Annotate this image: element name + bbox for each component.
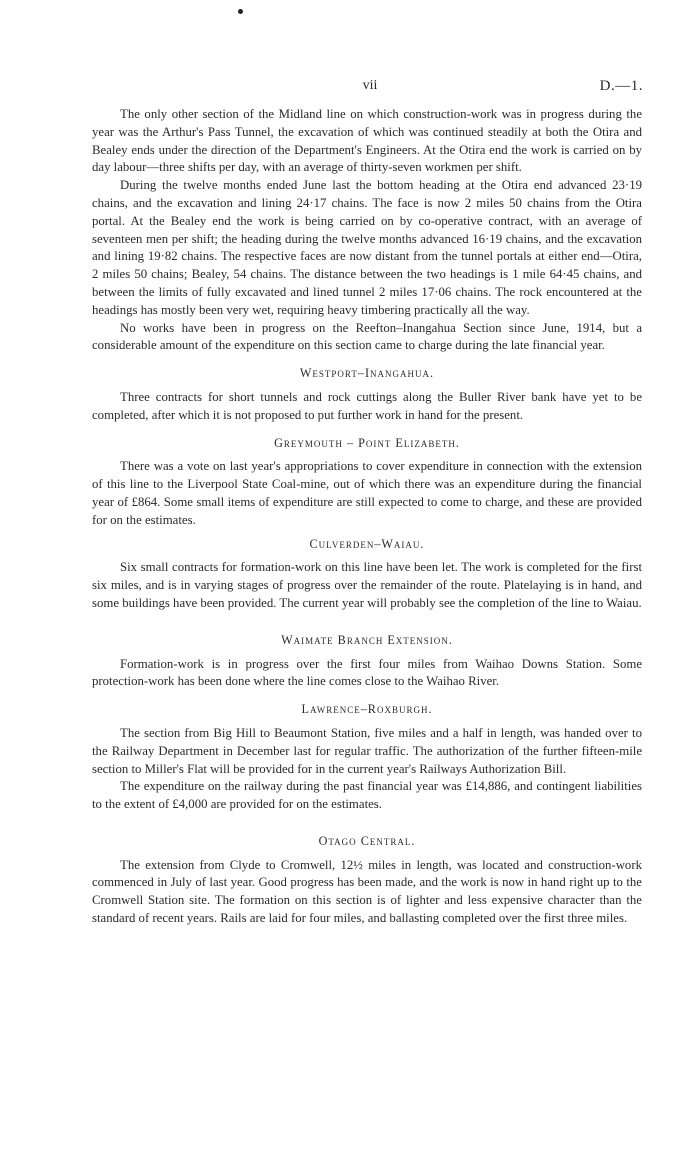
greymouth-paragraph: There was a vote on last year's appropriations to cover expenditure in connection with the extension of this line to the Liverpool State Coal-mine, out of which there was an expenditure during the financial year of £864. Some small items of expenditure are still expected to come to charge, and these are provided for on the estimates.	[92, 459, 642, 527]
greymouth-heading: Greymouth – Point Elizabeth.	[274, 435, 460, 450]
westport-heading: Westport–Inangahua.	[299, 366, 435, 381]
midland-paragraph-1: The only other section of the Midland line on which construction-work was in progress during the year was the Arthur's Pass Tunnel, the excavation of which was continued steadily at both the Otira and Bealey ends under the direction of the Department's Engineers. At the Otira end the work is carried on by day labour—three shifts per day, with an average of thirty-seven workmen per shift.	[92, 107, 642, 175]
lawrence-paragraph-2: The expenditure on the railway during the past financial year was £14,886, and contingent liabilities to the extent of £4,000 are provided for on the estimates.	[92, 779, 642, 812]
otago-paragraph: The extension from Clyde to Cromwell, 12½ miles in length, was located and construction-work commenced in July of last year. Good progress has been made, and the work is now in hand right up to the Cromwell Station site. The formation on this section is of lighter and less expensive character than the standard of recent years. Rails are laid for four miles, and ballasting completed over the first three miles.	[92, 857, 642, 926]
waimate-paragraph: Formation-work is in progress over the first four miles from Waihao Downs Station. Some protection-work has been done where the line comes close to the Waihao River.	[92, 656, 642, 689]
page-number: vii	[362, 78, 378, 93]
ink-dot-mark	[238, 9, 243, 14]
midland-paragraph-3: No works have been in progress on the Reefton–Inangahua Section since June, 1914, but a considerable amount of the expenditure on this section came to charge during the late financial year.	[92, 320, 642, 353]
page-body	[92, 106, 642, 928]
culverden-heading: Culverden–Waiau.	[309, 536, 425, 551]
lawrence-paragraph-1: The section from Big Hill to Beaumont Station, five miles and a half in length, was handed over to the Railway Department in December last for regular traffic. The authorization of the further fifteen-mile section to Miller's Flat will be provided for in the current year's Railways Authorization Bill.	[92, 725, 642, 776]
page-header	[0, 78, 700, 98]
waimate-heading: Waimate Branch Extension.	[281, 632, 453, 647]
culverden-paragraph: Six small contracts for formation-work on this line have been let. The work is completed for the first six miles, and is in varying stages of progress over the remainder of the route. Platelaying is in hand, and some buildings have been provided. The current year will probably see the completion of the line to Waiau.	[92, 560, 642, 610]
lawrence-heading: Lawrence–Roxburgh.	[301, 702, 433, 717]
westport-paragraph: Three contracts for short tunnels and rock cuttings along the Buller River bank have yet to be completed, after which it is not proposed to put further work in hand for the present.	[92, 389, 642, 422]
document-reference: D.—1.	[599, 78, 643, 94]
midland-paragraph-2: During the twelve months ended June last the bottom heading at the Otira end advanced 23·19 chains, and the excavation and lining 24·17 chains. The face is now 2 miles 50 chains from the Otira portal. At the Bealey end the work is being carried on by co-operative contract, with an average of seventeen men per shift; the heading during the twelve months advanced 16·19 chains, and the excavation and lining 19·82 chains. The respective faces are now distant from the tunnel portals at either end—Otira, 2 miles 50 chains; Bealey, 54 chains. The distance between the two headings is 1 mile 64·45 chains, and between the limits of fully excavated and lined tunnel 2 miles 17·06 chains. The rock encountered at the headings has mostly been very wet, requiring heavy timbering practically all the way.	[92, 178, 642, 317]
otago-heading: Otago Central.	[318, 833, 416, 848]
